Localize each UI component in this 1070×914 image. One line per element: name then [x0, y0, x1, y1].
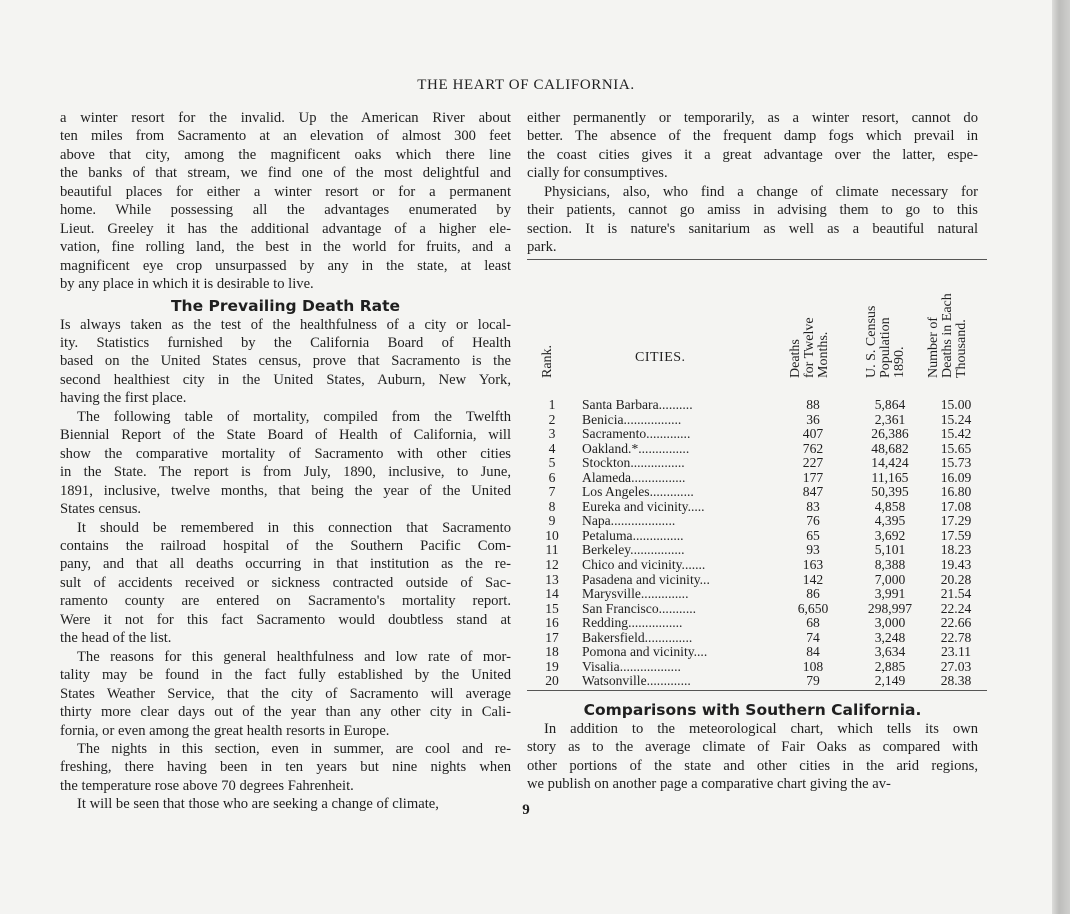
city-cell: Marysville.............. — [582, 587, 689, 602]
text-line: freshing, there having been in ten years but nine nights when — [60, 759, 511, 776]
header-rank: Rank. — [540, 344, 555, 378]
table-row — [527, 674, 987, 689]
text-line: either permanently or temporarily, as a winter resort, cannot do — [527, 110, 978, 126]
table-row — [527, 573, 987, 588]
table-row — [527, 543, 987, 558]
header-cities: CITIES. — [635, 350, 686, 365]
deaths-cell: 36 — [806, 411, 820, 427]
text-line: It should be remembered in this connection that Sacramento — [77, 519, 511, 536]
paragraph — [527, 109, 978, 183]
text-line: second healthiest city in the United States, Auburn, New York, — [60, 371, 511, 388]
text-line: The reasons for this general healthfulness and low rate of mor- — [77, 648, 511, 665]
right-column-lower — [527, 698, 978, 794]
text-line: magnificent eye crop unsurpassed by any in the state, at least — [60, 257, 511, 274]
text-line: park. — [527, 239, 557, 256]
text-line: beautiful places for either a winter resort or for a permanent — [60, 183, 511, 200]
deaths-cell: 847 — [802, 484, 824, 500]
city-cell: Sacramento............. — [582, 427, 691, 442]
population-cell: 3,991 — [874, 586, 906, 602]
rank-cell: 14 — [545, 586, 559, 602]
paragraph — [60, 408, 511, 519]
paragraph — [60, 519, 511, 648]
city-cell: Pasadena and vicinity... — [582, 572, 710, 587]
rate-cell: 15.42 — [940, 426, 972, 442]
rate-cell: 17.08 — [940, 498, 972, 514]
text-line: the banks of that stream, we find one of the most delightful and — [60, 165, 511, 182]
rank-cell: 17 — [545, 629, 559, 645]
rank-cell: 1 — [548, 397, 556, 412]
table-top-rule — [527, 259, 987, 260]
deaths-cell: 83 — [806, 498, 820, 514]
table-row — [527, 616, 987, 631]
paragraph — [527, 720, 978, 794]
rate-cell: 16.09 — [940, 469, 972, 485]
city-cell: Petaluma............... — [582, 528, 684, 543]
text-line: Were it not for this fact Sacramento would doubtless stand at — [60, 611, 511, 628]
rate-cell: 20.28 — [940, 571, 972, 587]
rate-cell: 28.38 — [940, 673, 972, 689]
text-line: the head of the list. — [60, 630, 172, 647]
city-cell: Napa................... — [582, 514, 676, 529]
population-cell: 5,101 — [874, 542, 906, 558]
table-row — [527, 413, 987, 428]
text-line: tality may be found in the fact fully established by the United — [60, 667, 511, 684]
rate-cell: 27.03 — [940, 658, 972, 674]
city-cell: Alameda................ — [582, 470, 686, 485]
city-cell: Bakersfield.............. — [582, 630, 693, 645]
deaths-cell: 68 — [806, 615, 820, 631]
table-row — [527, 471, 987, 486]
text-line: States Weather Service, that the city of Sacramento will average — [60, 685, 511, 702]
rate-cell: 23.11 — [940, 644, 972, 660]
population-cell: 4,858 — [874, 498, 906, 514]
rank-cell: 6 — [548, 469, 556, 485]
rank-cell: 12 — [545, 557, 559, 573]
text-line: ten miles from Sacramento at an elevation of almost 300 feet — [60, 128, 511, 145]
rank-cell: 5 — [548, 455, 556, 471]
population-cell: 2,885 — [874, 658, 906, 674]
text-line: above that city, among the magnificent oaks which there line — [60, 146, 511, 163]
text-line: 1891, inclusive, twelve months, that being the year of the United — [60, 482, 511, 499]
city-cell: Benicia................. — [582, 412, 682, 427]
text-line: other portions of the state and other cities in the arid regions, — [527, 757, 978, 774]
deaths-cell: 177 — [802, 469, 824, 485]
city-cell: Redding................ — [582, 616, 683, 631]
population-cell: 3,692 — [874, 527, 906, 543]
city-cell: Watsonville............. — [582, 674, 691, 689]
rank-cell: 18 — [545, 644, 559, 660]
text-line: better. The absence of the frequent damp fogs which prevail in — [527, 128, 978, 145]
rank-cell: 9 — [548, 513, 556, 529]
left-column — [60, 109, 511, 814]
table-row — [527, 529, 987, 544]
rate-cell: 22.66 — [940, 615, 972, 631]
text-line: pany, and that all deaths occurring in that institution as the re- — [60, 556, 511, 573]
city-cell: Stockton................ — [582, 456, 685, 471]
table-row — [527, 631, 987, 646]
table-body — [527, 398, 987, 689]
text-line: The following table of mortality, compiled from the Twelfth — [77, 408, 511, 425]
rank-cell: 19 — [545, 658, 559, 674]
rate-cell: 16.80 — [940, 484, 972, 500]
table-row — [527, 645, 987, 660]
section-heading: The Prevailing Death Rate — [170, 296, 401, 315]
running-head: THE HEART OF CALIFORNIA. — [417, 77, 635, 93]
text-line: vation, fine rolling land, the best in the world for fruits, and a — [60, 239, 511, 256]
rank-cell: 2 — [548, 411, 556, 427]
city-cell: Oakland.*............... — [582, 441, 690, 456]
rank-cell: 4 — [548, 440, 556, 456]
population-cell: 2,361 — [874, 411, 906, 427]
text-line: show the comparative mortality of Sacramento with other cities — [60, 445, 511, 462]
rank-cell: 7 — [548, 484, 556, 500]
deaths-cell: 74 — [806, 629, 820, 645]
text-line: the temperature rose above 70 degrees Fahrenheit. — [60, 777, 354, 794]
population-cell: 48,682 — [871, 440, 909, 456]
population-cell: 3,634 — [874, 644, 906, 660]
deaths-cell: 142 — [802, 571, 824, 587]
text-line: their patients, cannot go amiss in advising them to go to this — [527, 202, 978, 219]
table-row — [527, 500, 987, 515]
table-row — [527, 587, 987, 602]
city-cell: Berkeley................ — [582, 543, 685, 558]
table-row — [527, 602, 987, 617]
text-line: a winter resort for the invalid. Up the American River about — [60, 110, 511, 126]
text-line: the coast cities gives it a great advantage over the latter, espe- — [527, 146, 978, 163]
rank-cell: 16 — [545, 615, 559, 631]
text-line: States census. — [60, 501, 142, 518]
text-line: It will be seen that those who are seeking a change of climate, — [77, 796, 439, 813]
rate-cell: 15.65 — [940, 440, 972, 456]
rate-cell: 15.00 — [940, 397, 972, 412]
city-cell: Los Angeles............. — [582, 485, 694, 500]
text-line: having the first place. — [60, 390, 187, 407]
table-row — [527, 558, 987, 573]
rate-cell: 18.23 — [940, 542, 972, 558]
deaths-cell: 227 — [802, 455, 824, 471]
text-line: story as to the average climate of Fair Oaks as compared with — [527, 739, 978, 756]
text-line: Physicians, also, who find a change of climate necessary for — [544, 183, 978, 200]
deaths-cell: 93 — [806, 542, 820, 558]
paragraph — [60, 316, 511, 408]
page-number: 9 — [522, 802, 530, 818]
rank-cell: 11 — [545, 542, 559, 558]
deaths-cell: 76 — [806, 513, 820, 529]
population-cell: 2,149 — [874, 673, 906, 689]
text-line: contains the railroad hospital of the Southern Pacific Com- — [60, 537, 511, 554]
mortality-table — [527, 270, 987, 690]
rank-cell: 15 — [545, 600, 559, 616]
text-line: Lieut. Greeley it has the additional advantage of a higher ele- — [60, 220, 511, 237]
population-cell: 8,388 — [874, 557, 906, 573]
rank-cell: 10 — [545, 527, 559, 543]
table-row — [527, 456, 987, 471]
city-cell: Santa Barbara.......... — [582, 398, 693, 412]
deaths-cell: 762 — [802, 440, 824, 456]
page-edge — [1052, 0, 1070, 914]
text-line: fornia, or even among the great health resorts in Europe. — [60, 722, 390, 739]
rate-cell: 15.73 — [940, 455, 972, 471]
paragraph — [60, 648, 511, 740]
paragraph — [527, 183, 978, 257]
population-cell: 7,000 — [874, 571, 906, 587]
text-line: cially for consumptives. — [527, 165, 668, 182]
population-cell: 3,248 — [874, 629, 906, 645]
rank-cell: 20 — [545, 673, 559, 689]
rate-cell: 17.29 — [940, 513, 972, 529]
rate-cell: 15.24 — [940, 411, 972, 427]
deaths-cell: 6,650 — [797, 600, 829, 616]
text-line: ity. Statistics furnished by the California Board of Health — [60, 334, 511, 351]
table-row — [527, 398, 987, 413]
header-rate: Number of Deaths in Each Thousand. — [926, 293, 969, 378]
deaths-cell: 65 — [806, 527, 820, 543]
header-deaths: Deaths for Twelve Months. — [788, 317, 831, 378]
text-line: Biennial Report of the State Board of Health of California, will — [60, 427, 511, 444]
table-bottom-rule — [527, 690, 987, 691]
table-row — [527, 485, 987, 500]
city-cell: Chico and vicinity....... — [582, 558, 706, 573]
population-cell: 4,395 — [874, 513, 906, 529]
text-line: we publish on another page a comparative chart giving the av- — [527, 776, 891, 793]
rank-cell: 8 — [548, 498, 556, 514]
deaths-cell: 163 — [802, 557, 824, 573]
deaths-cell: 84 — [806, 644, 820, 660]
city-cell: Eureka and vicinity..... — [582, 499, 705, 514]
text-line: ramento county are entered on Sacramento's mortality report. — [60, 593, 511, 610]
text-line: section. It is nature's sanitarium as well as a beautiful natural — [527, 220, 978, 237]
deaths-cell: 407 — [802, 426, 824, 442]
paragraph — [60, 109, 511, 294]
text-line: based on the United States census, prove that Sacramento is the — [60, 353, 511, 370]
population-cell: 5,864 — [874, 397, 906, 412]
text-line: home. While possessing all the advantages enumerated by — [60, 202, 511, 219]
city-cell: Pomona and vicinity.... — [582, 645, 708, 660]
deaths-cell: 86 — [806, 586, 820, 602]
population-cell: 50,395 — [871, 484, 909, 500]
population-cell: 26,386 — [871, 426, 909, 442]
rate-cell: 21.54 — [940, 586, 972, 602]
right-column — [527, 109, 978, 257]
text-line: In addition to the meteorological chart, which tells its own — [544, 721, 978, 737]
section-heading: Comparisons with Southern California. — [583, 701, 922, 719]
population-cell: 11,165 — [871, 469, 909, 485]
deaths-cell: 108 — [802, 658, 824, 674]
text-line: in the State. The report is from July, 1890, inclusive, to June, — [60, 464, 511, 481]
city-cell: San Francisco........... — [582, 601, 697, 616]
city-cell: Visalia.................. — [582, 659, 681, 674]
table-row — [527, 442, 987, 457]
population-cell: 298,997 — [867, 600, 913, 616]
rate-cell: 22.78 — [940, 629, 972, 645]
text-line: thirty more clear days out of the year than any other city in Cali- — [60, 704, 511, 721]
rate-cell: 17.59 — [940, 527, 972, 543]
table-row — [527, 514, 987, 529]
text-line: The nights in this section, even in summer, are cool and re- — [77, 740, 511, 757]
table-row — [527, 427, 987, 442]
paragraph — [60, 740, 511, 795]
rate-cell: 22.24 — [940, 600, 972, 616]
header-population: U. S. Census Population 1890. — [864, 305, 907, 378]
rank-cell: 13 — [545, 571, 559, 587]
text-line: sult of accidents received or sickness contracted outside of Sac- — [60, 574, 511, 591]
deaths-cell: 88 — [806, 397, 820, 412]
population-cell: 14,424 — [871, 455, 909, 471]
deaths-cell: 79 — [806, 673, 820, 689]
text-line: by any place in which it is desirable to live. — [60, 276, 314, 293]
rate-cell: 19.43 — [940, 557, 972, 573]
rank-cell: 3 — [548, 426, 556, 442]
population-cell: 3,000 — [874, 615, 906, 631]
table-row — [527, 660, 987, 675]
text-line: Is always taken as the test of the healthfulness of a city or local- — [60, 316, 511, 333]
